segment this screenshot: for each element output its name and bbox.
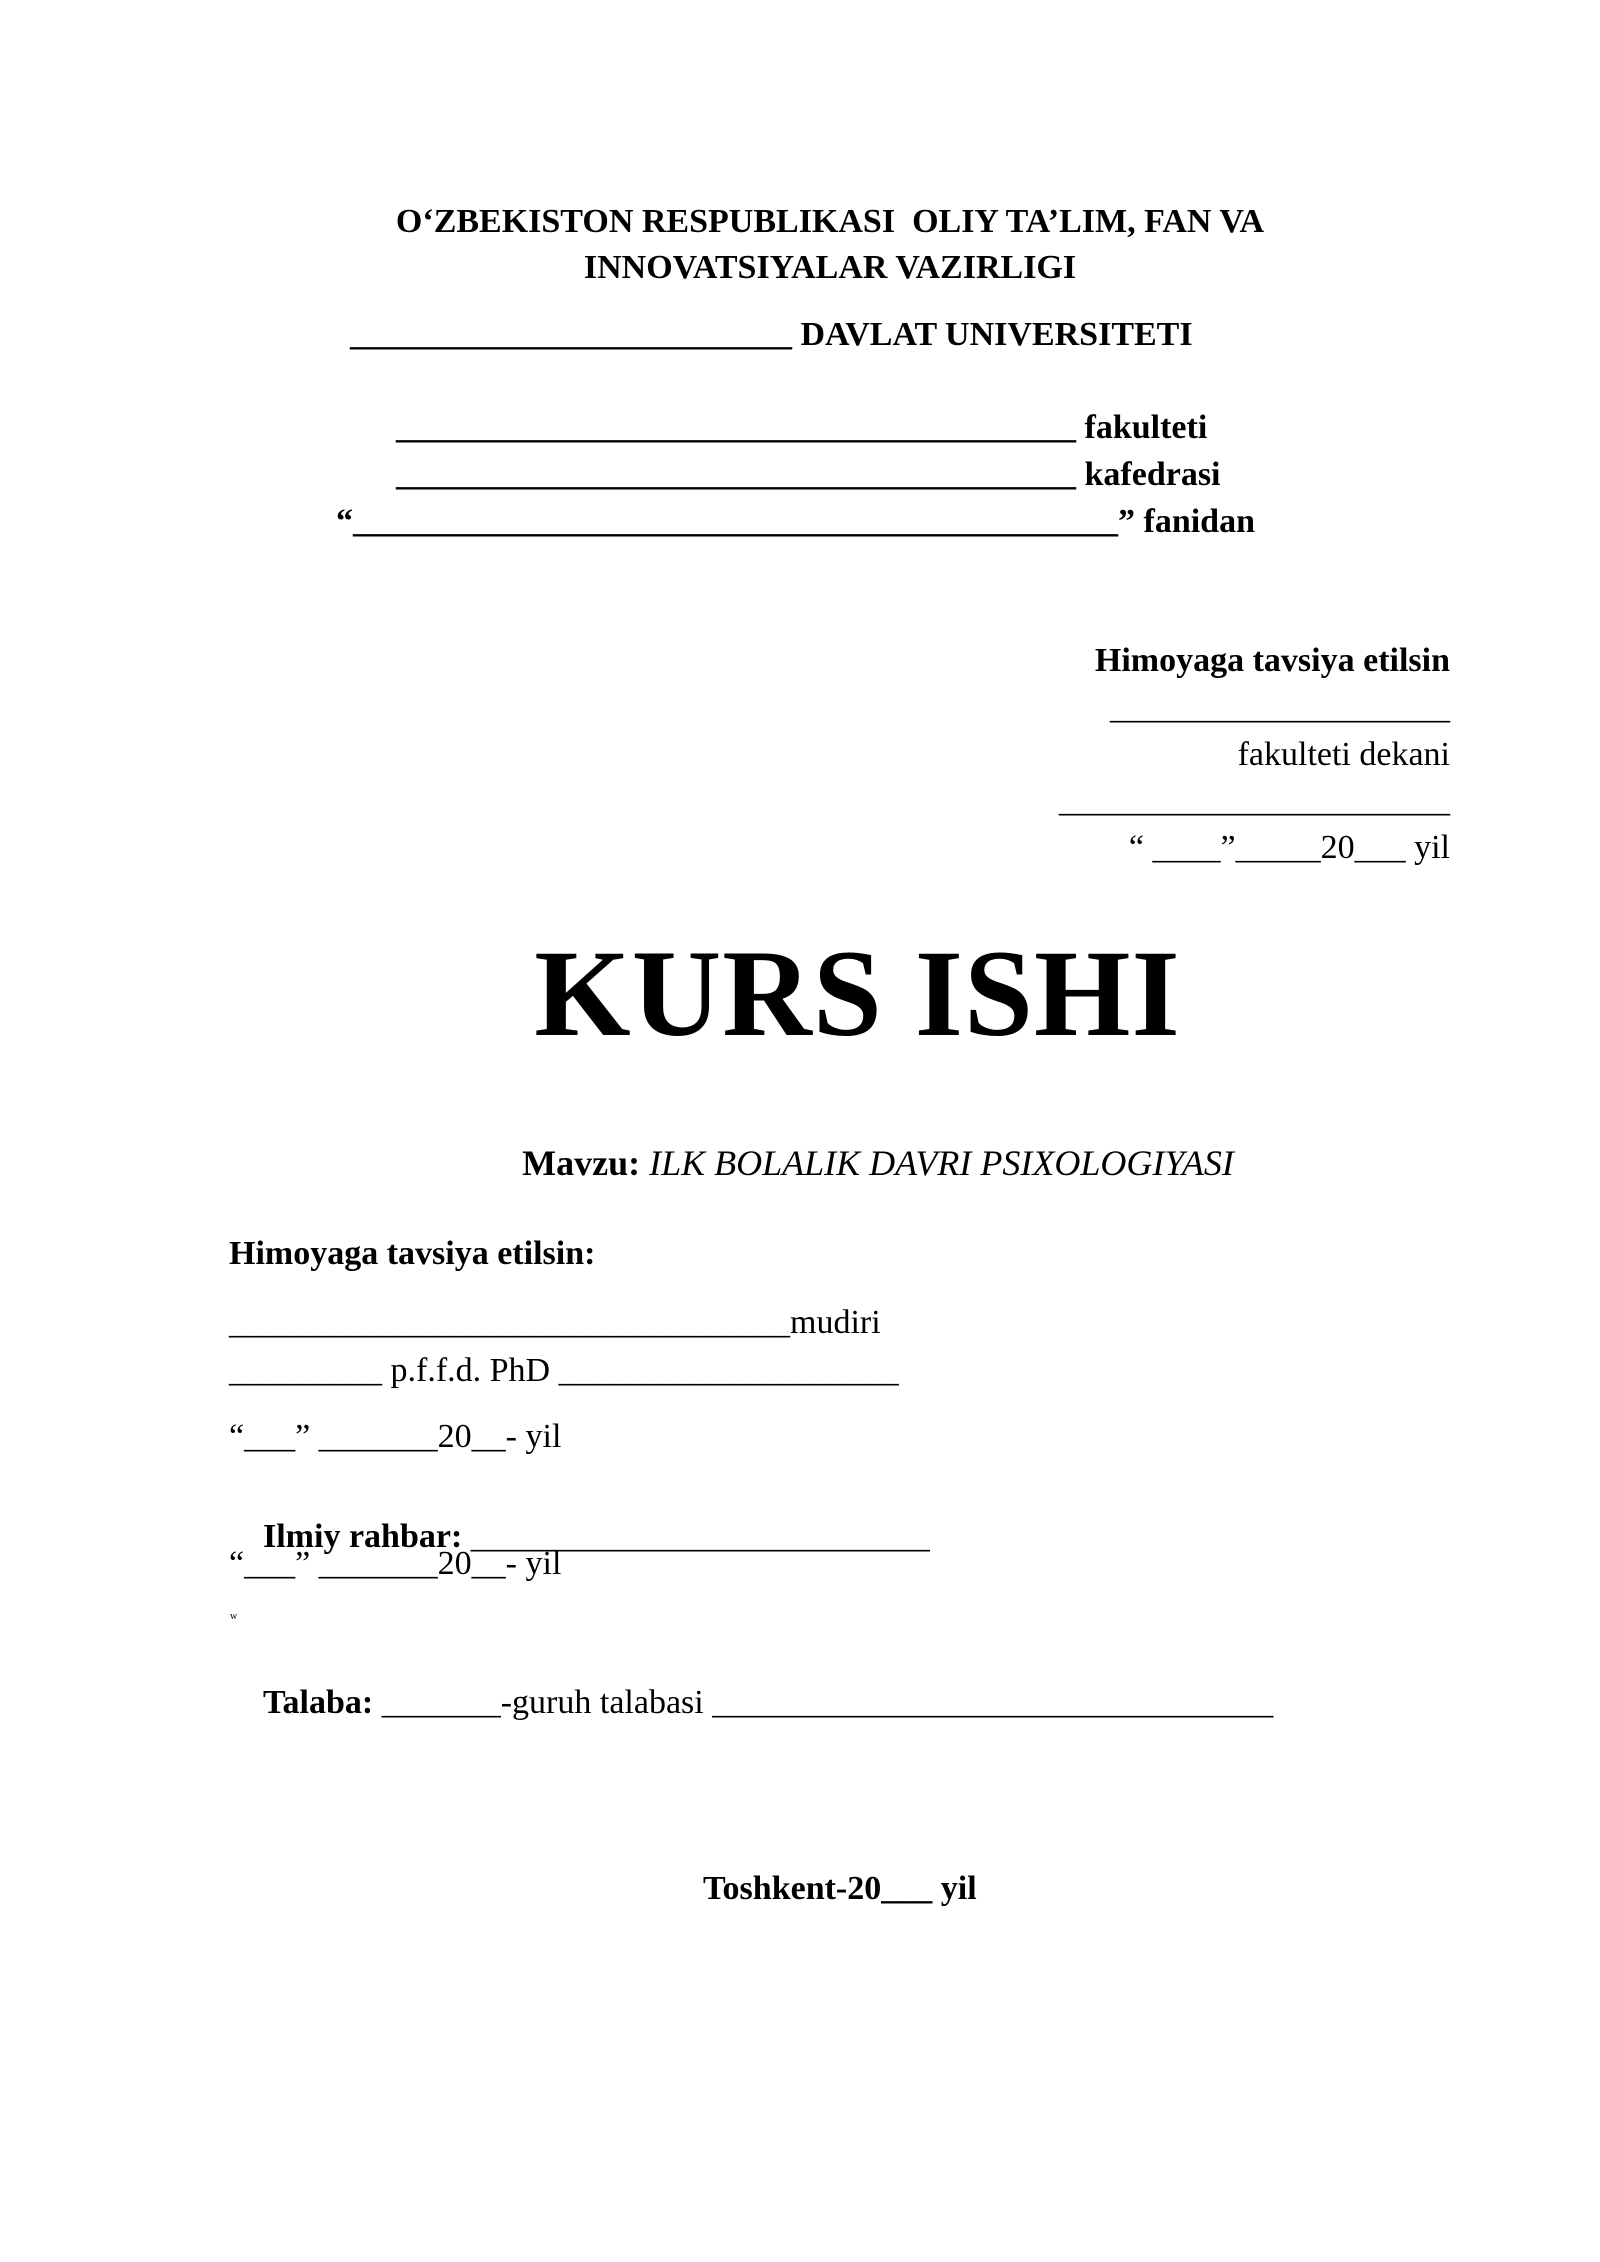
tiny-mark: w xyxy=(230,1611,238,1622)
ministry-line-1: O‘ZBEKISTON RESPUBLIKASI OLIY TA’LIM, FAN VA xyxy=(395,203,1265,240)
city-year: Toshkent-20___ yil xyxy=(703,1870,977,1907)
approval-date-1: “___” _______20__- yil xyxy=(229,1418,562,1455)
approval-bottom-title: Himoyaga tavsiya etilsin: xyxy=(229,1235,596,1272)
approval-top-name-line: _______________________ xyxy=(1059,782,1450,819)
student-signature-line: _______-guruh talabasi _________________________________ xyxy=(373,1684,1274,1721)
student-label: Talaba: xyxy=(263,1684,374,1721)
topic-line xyxy=(0,1109,1600,1217)
approval-top-signature-line: ____________________ xyxy=(1110,689,1450,726)
approval-top-title: Himoyaga tavsiya etilsin xyxy=(1094,642,1450,679)
approval-top-date: “ ____”_____20___ yil xyxy=(1128,829,1450,866)
student-line xyxy=(229,1652,1273,1754)
subject-line: “_____________________________________________” fanidan xyxy=(336,503,1255,540)
faculty-line: ________________________________________ fakulteti xyxy=(396,409,1208,446)
supervisor-label: Ilmiy rahbar: xyxy=(263,1518,463,1555)
department-head-line: _________________________________mudiri xyxy=(229,1304,881,1341)
ministry-line-2: INNOVATSIYALAR VAZIRLIGI xyxy=(583,249,1077,286)
supervisor-signature-line: ___________________________ xyxy=(462,1518,930,1555)
topic-value: ILK BOLALIK DAVRI PSIXOLOGIYASI xyxy=(640,1143,1234,1183)
department-line: ________________________________________ kafedrasi xyxy=(396,456,1221,493)
degree-line: _________ p.f.f.d. PhD ____________________ xyxy=(229,1352,899,1389)
topic-label: Mavzu: xyxy=(522,1143,641,1183)
document-title: KURS ISHI xyxy=(534,925,1181,1062)
approval-date-2: “___” _______20__- yil xyxy=(229,1545,562,1582)
university-line: __________________________ DAVLAT UNIVERSITETI xyxy=(350,316,1193,353)
dean-label: fakulteti dekani xyxy=(1237,736,1450,773)
